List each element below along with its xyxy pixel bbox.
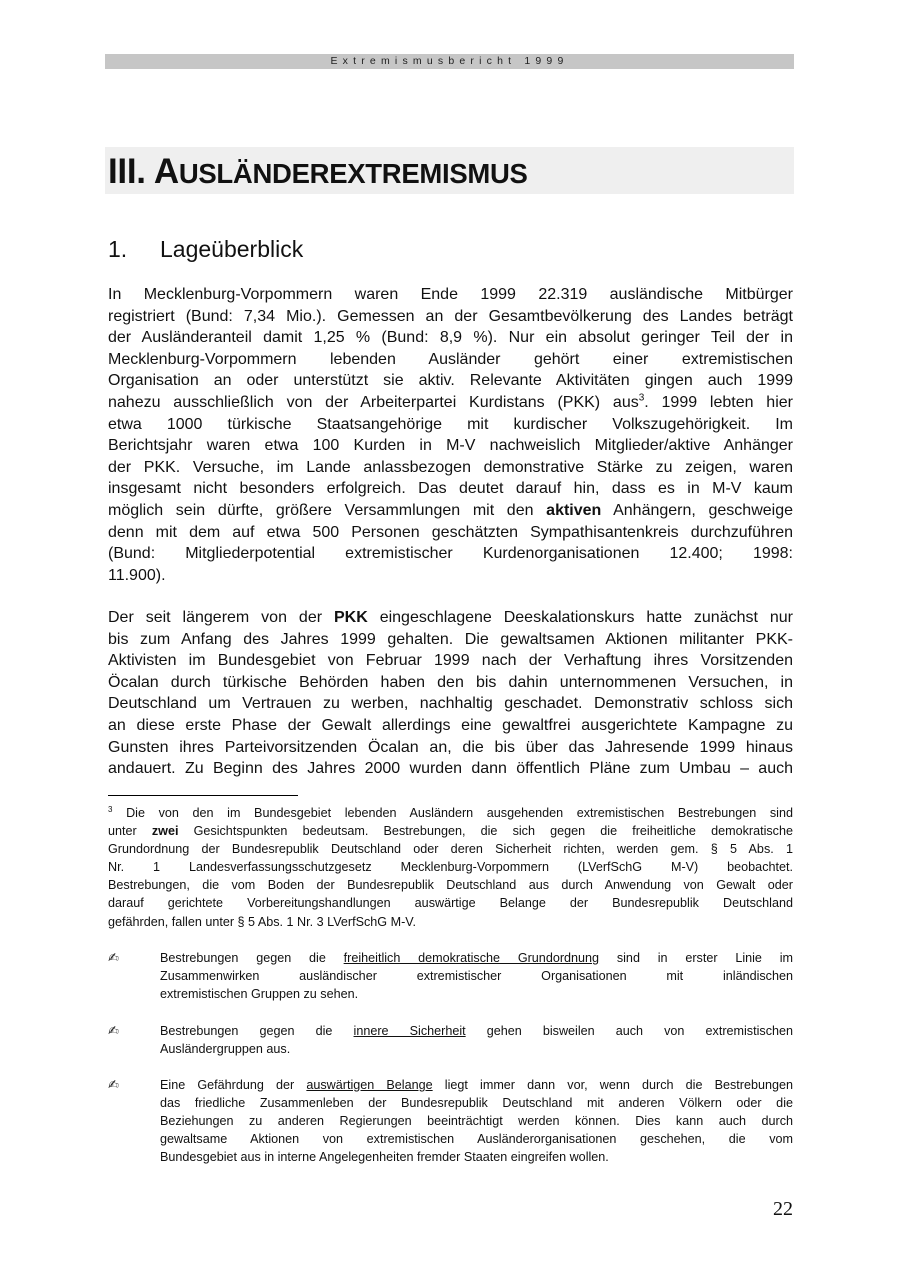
section-heading [108,234,303,264]
text-run: Gesichtspunkten bedeutsam. Bestrebungen, die sich gegen die freiheitliche demokratische [178,824,793,839]
text-line [108,822,793,840]
text-line [160,1022,793,1040]
text-line: In Mecklenburg-Vorpommern waren Ende 1999 22.319 ausländische Mitbürger [108,286,793,303]
writing-hand-icon: ✍ [108,950,119,965]
writing-hand-icon: ✍ [108,1077,119,1092]
text-run: Der seit längerem von der [108,609,334,626]
section-number: 1. [108,236,128,262]
text-line: andauert. Zu Beginn des Jahres 2000 wurden dann öffentlich Pläne zum Umbau – auch [108,760,793,778]
text-line: Grundordnung der Bundesrepublik Deutschland oder deren Sicherheit richten, werden gem. § 5 Abs. 1 [108,842,793,857]
text-line: das friedliche Zusammenleben der Bundesrepublik Deutschland mit anderen Völkern oder die [160,1096,793,1111]
bold-text: PKK [333,609,368,626]
text-line [160,1076,793,1094]
paragraph-2 [108,607,793,780]
running-header: Extremismusbericht 1999 [105,54,794,69]
text-line: Gunsten ihres Parteivorsitzenden Öcalan an, die bis über das Jahresende 1999 hinaus [108,738,793,756]
text-run: sind in erster Linie im [599,951,794,965]
text-run: Anhängern, geschweige [601,501,793,519]
text-line: Deutschland um Vertrauen zu werben, nachhaltig geschadet. Demonstrativ schloss sich [108,695,793,713]
text-line: Organisation an oder unterstützt sie aktiv. Relevante Aktivitäten gingen auch 1999 [108,372,793,390]
text-line: insgesamt nicht besonders erfolgreich. Das deutet darauf hin, dass es in M-V kaum [108,480,793,498]
text-line: etwa 1000 türkische Staatsangehörige mit kurdischer Volkszugehörigkeit. Im [108,415,793,433]
text-line: extremistischen Gruppen zu sehen. [160,987,359,1002]
text-run: . 1999 lebten hier [644,393,793,411]
text-run: eingeschlagene Deeskalationskurs hatte zunächst nur [367,609,794,626]
text-run: Die von den im Bundesgebiet lebenden Ausländern ausgehenden extremistischen Bestrebungen sind [112,806,793,820]
text-run: Eine Gefährdung der [160,1078,307,1092]
writing-hand-icon: ✍ [108,1023,119,1038]
text-line: gewaltsame Aktionen von extremistischen Ausländerorganisationen geschehen, die vom [160,1132,793,1147]
bullet-text [160,1022,793,1058]
chapter-first-letter: A [153,152,179,191]
text-run: Bestrebungen gegen die [160,1024,354,1038]
footnote-marker: 3 [638,392,645,404]
text-run: nahezu ausschließlich von der Arbeiterpartei Kurdistans (PKK) aus [108,393,639,411]
text-run: gehen bisweilen auch von extremistischen [465,1024,794,1038]
page-number: 22 [773,1198,793,1220]
text-run: unter [108,824,152,839]
text-line [108,392,793,414]
text-line: Aktivisten im Bundesgebiet von Februar 1999 nach der Verhaftung ihres Vorsitzenden [108,652,793,670]
underlined-text: auswärtigen Belange [306,1078,433,1092]
paragraph-1 [108,284,793,586]
bold-text: aktiven [546,501,602,519]
text-line: gefährden, fallen unter § 5 Abs. 1 Nr. 3 LVerfSchG M-V. [108,914,417,929]
chapter-heading [105,147,794,194]
text-line: Ausländergruppen aus. [160,1042,291,1057]
text-line: der PKK. Versuche, im Lande anlassbezogen demonstrative Stärke zu zeigen, waren [108,458,793,476]
text-line: Nr. 1 Landesverfassungsschutzgesetz Mecklenburg-Vorpommern (LVerfSchG M-V) beobachtet. [108,860,793,875]
text-line: Berichtsjahr waren etwa 100 Kurden in M-V nachweislich Mitglieder/aktive Anhänger [108,437,793,455]
text-run: Bestrebungen gegen die [160,951,344,965]
bullet-text [160,1076,793,1166]
footnote-separator [108,795,298,796]
text-line: an diese erste Phase der Gewalt allerdings eine gewaltfrei ausgerichtete Kampagne zu [108,716,793,734]
text-run: möglich sein dürfte, größere Versammlungen mit den [108,501,547,519]
text-line: 11.900). [108,566,166,584]
text-run: liegt immer dann vor, wenn durch die Bestrebungen [432,1078,794,1092]
text-line: Bundesgebiet aus in interne Angelegenheiten fremder Staaten eingreifen wollen. [160,1150,609,1165]
text-line: denn mit dem auf etwa 500 Personen geschätzten Sympathisantenkreis durchzuführen [108,523,793,541]
text-line: Öcalan durch türkische Behörden haben den bis dahin unternommenen Versuchen, in [108,673,793,691]
text-line [108,607,793,629]
text-line: (Bund: Mitgliederpotential extremistischer Kurdenorganisationen 12.400; 1998: [108,545,793,563]
footnote-3 [108,804,793,931]
text-line: registriert (Bund: 7,34 Mio.). Gemessen an der Gesamtbevölkerung des Landes beträgt [108,307,793,325]
text-line [160,949,793,967]
text-line: darauf gerichtete Vorbereitungshandlungen auswärtige Belange der Bundesrepublik Deutschland [108,896,793,911]
text-line: Beziehungen zu anderen Regierungen beeinträchtigt werden können. Dies kann auch durch [160,1114,793,1129]
text-line: bis zum Anfang des Jahres 1999 gehalten. Die gewaltsamen Aktionen militanter PKK- [108,630,793,648]
text-line: der Ausländeranteil damit 1,25 % (Bund: 8,9 %). Nur ein absolut geringer Teil der in [108,329,793,347]
text-line: Mecklenburg-Vorpommern lebenden Ausländer gehört einer extremistischen [108,350,793,368]
bullet-text [160,949,793,1003]
underlined-text: innere Sicherheit [353,1024,466,1038]
chapter-title-rest: USLÄNDEREXTREMISMUS [178,158,528,189]
bold-text: zwei [151,824,179,839]
footnote-marker: 3 [108,804,113,814]
text-line: Bestrebungen, die vom Boden der Bundesrepublik Deutschland aus durch Anwendung von Gewalt oder [108,878,793,893]
section-title: Lageüberblick [160,236,304,262]
text-line: Zusammenwirken ausländischer extremistischer Organisationen mit inländischen [160,969,793,984]
text-line [108,500,793,522]
chapter-numeral: III. [108,152,154,191]
underlined-text: freiheitlich demokratische Grundordnung [343,951,600,965]
text-line [108,804,793,822]
